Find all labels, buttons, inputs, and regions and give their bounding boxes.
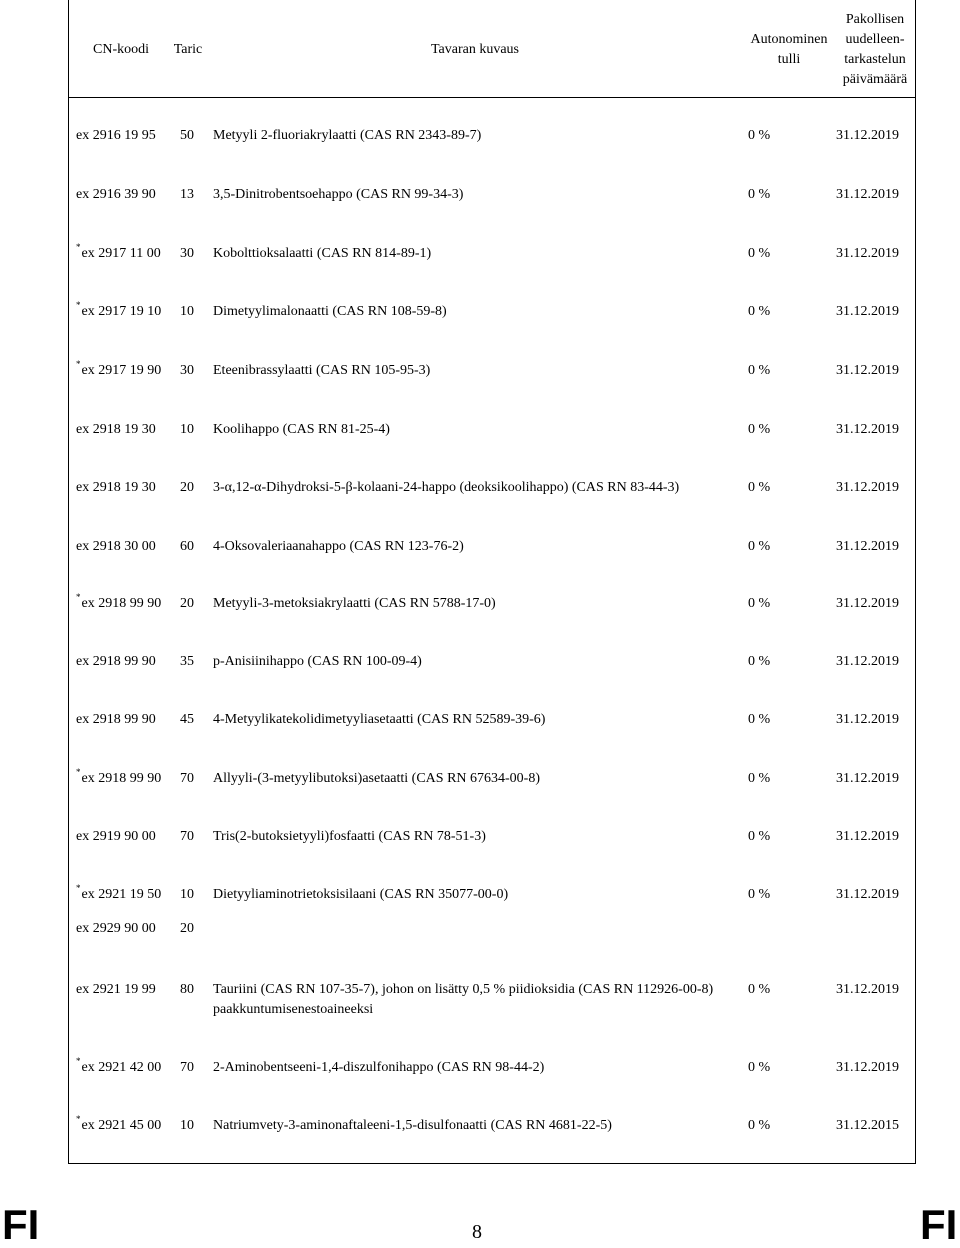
cell-cn-code	[76, 420, 156, 440]
cn-code-text: ex 2918 99 90	[81, 771, 162, 786]
cell-taric: 60	[180, 539, 194, 554]
change-marker: *	[76, 359, 81, 369]
cell-cn-code	[76, 980, 156, 1000]
cell-cn-code	[76, 126, 156, 146]
cell-cn-code	[76, 302, 161, 322]
cell-review-date: 31.12.2015	[836, 1118, 899, 1133]
header-autonomous-duty-line1: Autonominen	[750, 32, 828, 47]
cell-taric: 10	[180, 304, 194, 319]
cn-code-text: ex 2921 42 00	[81, 1060, 162, 1075]
cell-taric: 30	[180, 363, 194, 378]
cell-review-date: 31.12.2019	[836, 480, 899, 495]
cell-review-date: 31.12.2019	[836, 187, 899, 202]
cell-description: Tris(2-butoksietyyli)fosfaatti (CAS RN 78-51-3)	[213, 829, 486, 844]
change-marker: *	[76, 767, 81, 777]
cn-code-text: ex 2917 11 00	[81, 246, 161, 261]
cell-review-date: 31.12.2019	[836, 422, 899, 437]
cell-description: p-Anisiinihappo (CAS RN 100-09-4)	[213, 654, 422, 669]
cell-taric: 13	[180, 187, 194, 202]
cell-review-date: 31.12.2019	[836, 304, 899, 319]
cell-taric: 45	[180, 712, 194, 727]
cell-description: Koolihappo (CAS RN 81-25-4)	[213, 422, 390, 437]
header-review-date-line4: päivämäärä	[842, 72, 908, 87]
cell-taric: 80	[180, 982, 194, 997]
cell-description: Dietyyliaminotrietoksisilaani (CAS RN 35077-00-0)	[213, 887, 509, 902]
cell-description: Metyyli-3-metoksiakrylaatti (CAS RN 5788-17-0)	[213, 596, 496, 611]
cell-review-date: 31.12.2019	[836, 712, 899, 727]
change-marker: *	[76, 883, 81, 893]
cell-taric: 10	[180, 422, 194, 437]
header-taric: Taric	[173, 42, 203, 57]
cn-code-text: ex 2916 39 90	[76, 187, 156, 202]
cell-cn-code	[76, 1116, 161, 1136]
cell-description: 4-Metyylikatekolidimetyyliasetaatti (CAS RN 52589-39-6)	[213, 712, 546, 727]
cell-duty-rate: 0 %	[748, 1118, 771, 1133]
header-review-date-line1: Pakollisen	[845, 12, 905, 27]
change-marker: *	[76, 592, 81, 602]
header-separator	[68, 97, 916, 98]
cell-duty-rate: 0 %	[748, 1060, 771, 1075]
cell-taric-secondary: 20	[180, 921, 194, 936]
cell-review-date: 31.12.2019	[836, 246, 899, 261]
cell-taric: 70	[180, 1060, 194, 1075]
cell-duty-rate: 0 %	[748, 982, 771, 997]
cell-description: 4-Oksovaleriaanahappo (CAS RN 123-76-2)	[213, 539, 464, 554]
cell-cn-code	[76, 537, 156, 557]
cell-description: Natriumvety-3-aminonaftaleeni-1,5-disulfonaatti (CAS RN 4681-22-5)	[213, 1118, 612, 1133]
cell-description: 2-Aminobentseeni-1,4-diszulfonihappo (CAS RN 98-44-2)	[213, 1060, 545, 1075]
cell-duty-rate: 0 %	[748, 887, 771, 902]
cell-cn-code	[76, 594, 161, 614]
cell-duty-rate: 0 %	[748, 246, 771, 261]
cell-review-date: 31.12.2019	[836, 128, 899, 143]
cn-code-text: ex 2917 19 10	[81, 304, 162, 319]
cell-review-date: 31.12.2019	[836, 829, 899, 844]
cell-review-date: 31.12.2019	[836, 596, 899, 611]
cell-duty-rate: 0 %	[748, 712, 771, 727]
cn-code-text: ex 2918 19 30	[76, 480, 156, 495]
header-description: Tavaran kuvaus	[430, 42, 520, 57]
cell-review-date: 31.12.2019	[836, 887, 899, 902]
cn-code-text: ex 2918 99 90	[81, 596, 162, 611]
cell-review-date: 31.12.2019	[836, 982, 899, 997]
cell-taric: 10	[180, 887, 194, 902]
cell-cn-code	[76, 652, 156, 672]
cell-cn-code	[76, 710, 156, 730]
cell-description: 3-α,12-α-Dihydroksi-5-β-kolaani-24-happo (deoksikoolihappo) (CAS RN 83-44-3)	[213, 480, 680, 495]
cell-cn-code	[76, 478, 156, 498]
cell-description: 3,5-Dinitrobentsoehappo (CAS RN 99-34-3)	[213, 187, 464, 202]
header-review-date-line2: uudelleen-	[845, 32, 905, 47]
cell-cn-code	[76, 244, 161, 264]
cell-duty-rate: 0 %	[748, 539, 771, 554]
cn-code-text: ex 2918 19 30	[76, 422, 156, 437]
header-autonomous-duty	[744, 30, 834, 70]
cell-duty-rate: 0 %	[748, 829, 771, 844]
cell-description: Allyyli-(3-metyylibutoksi)asetaatti (CAS RN 67634-00-8)	[213, 771, 541, 786]
change-marker: *	[76, 1114, 81, 1124]
cell-description: Kobolttioksalaatti (CAS RN 814-89-1)	[213, 246, 432, 261]
cell-duty-rate: 0 %	[748, 187, 771, 202]
cn-code-text: ex 2916 19 95	[76, 128, 156, 143]
cell-duty-rate: 0 %	[748, 128, 771, 143]
change-marker: *	[76, 1056, 81, 1066]
cn-code-text: ex 2919 90 00	[76, 829, 156, 844]
cell-description: Tauriini (CAS RN 107-35-7), johon on lisätty 0,5 % piidioksidia (CAS RN 112926-00-8) paakkuntumisenestoaineeksi	[213, 982, 714, 1017]
cell-taric: 35	[180, 654, 194, 669]
cell-description: Dimetyylimalonaatti (CAS RN 108-59-8)	[213, 304, 447, 319]
header-cn-code: CN-koodi	[93, 42, 149, 57]
cell-duty-rate: 0 %	[748, 363, 771, 378]
cell-cn-code	[76, 885, 161, 905]
header-review-date	[836, 10, 914, 90]
cell-duty-rate: 0 %	[748, 480, 771, 495]
cell-review-date: 31.12.2019	[836, 1060, 899, 1075]
cell-duty-rate: 0 %	[748, 304, 771, 319]
cn-code-text: ex 2918 99 90	[76, 712, 156, 727]
cell-duty-rate: 0 %	[748, 654, 771, 669]
cell-taric: 70	[180, 829, 194, 844]
cell-taric: 50	[180, 128, 194, 143]
cell-taric: 30	[180, 246, 194, 261]
cell-description: Metyyli 2-fluoriakrylaatti (CAS RN 2343-89-7)	[213, 128, 482, 143]
cell-duty-rate: 0 %	[748, 422, 771, 437]
cell-review-date: 31.12.2019	[836, 771, 899, 786]
cell-duty-rate: 0 %	[748, 771, 771, 786]
cell-cn-code-secondary: ex 2929 90 00	[76, 921, 156, 936]
language-code-right: FI	[920, 1201, 958, 1248]
change-marker: *	[76, 242, 81, 252]
header-review-date-line3: tarkastelun	[844, 52, 906, 67]
cell-description: Eteenibrassylaatti (CAS RN 105-95-3)	[213, 363, 431, 378]
page-number: 8	[472, 1221, 482, 1243]
change-marker: *	[76, 300, 81, 310]
cn-code-text: ex 2918 99 90	[76, 654, 156, 669]
language-code-left: FI	[2, 1201, 40, 1248]
cell-duty-rate: 0 %	[748, 596, 771, 611]
cell-cn-code	[76, 361, 161, 381]
cell-taric: 70	[180, 771, 194, 786]
cell-cn-code	[76, 827, 156, 847]
cell-taric: 20	[180, 480, 194, 495]
cn-code-text: ex 2918 30 00	[76, 539, 156, 554]
cell-cn-code	[76, 185, 156, 205]
cell-taric: 10	[180, 1118, 194, 1133]
cn-code-text: ex 2917 19 90	[81, 363, 162, 378]
cn-code-text: ex 2921 45 00	[81, 1118, 162, 1133]
header-autonomous-duty-line2: tulli	[777, 52, 801, 67]
cell-review-date: 31.12.2019	[836, 654, 899, 669]
cn-code-text: ex 2921 19 99	[76, 982, 156, 997]
cell-taric: 20	[180, 596, 194, 611]
cell-review-date: 31.12.2019	[836, 539, 899, 554]
cn-code-text: ex 2921 19 50	[81, 887, 162, 902]
cell-cn-code	[76, 1058, 161, 1078]
cell-review-date: 31.12.2019	[836, 363, 899, 378]
cell-cn-code	[76, 769, 161, 789]
